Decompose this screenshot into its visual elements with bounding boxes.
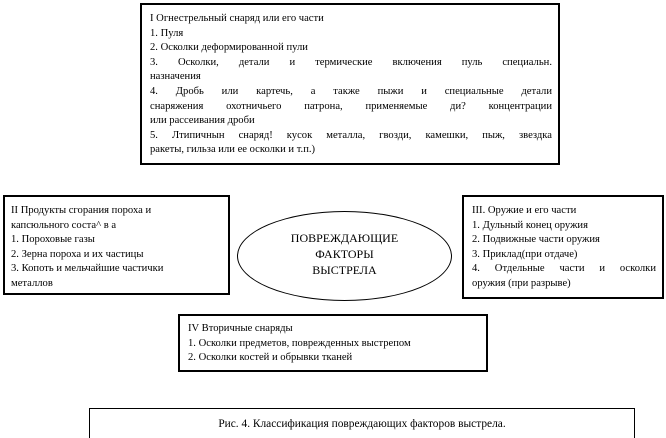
- box-projectile-title: I Огнестрельный снаряд или его части: [150, 13, 324, 24]
- box-weapon-item-2: 2. Подвижные части оружия: [472, 234, 600, 246]
- box-secondary-projectiles: [178, 314, 488, 372]
- figure-caption: [89, 408, 635, 438]
- box-combustion-item-1: 1. Пороховые газы: [11, 234, 95, 246]
- box-combustion-title-a: II Продукты сгорания пороха и: [11, 205, 152, 216]
- box-combustion-item-2: 2. Зерна пороха и их частицы: [11, 248, 144, 260]
- center-label-line-2: ФАКТОРЫ: [315, 247, 374, 261]
- box-weapon-item-4b: оружия (при разрыве): [472, 277, 571, 289]
- figure-caption-text: Рис. 4. Классификация повреждающих факторов выстрела.: [218, 418, 506, 430]
- box-weapon-item-1: 1. Дульный конец оружия: [472, 219, 588, 231]
- box-projectile-item-5a: 5. Лтипичнын снаряд! кусок металла, гвозди, камешки, пыж, звездка: [150, 129, 552, 141]
- box-secondary-item-1: 1. Осколки предметов, поврежденных выстрепом: [188, 337, 411, 349]
- box-combustion-item-3a: 3. Копоть и мельчайшие частички: [11, 263, 164, 275]
- box-projectile-item-4a: 4. Дробь или картечь, а также пыжи и специальные детали: [150, 85, 552, 97]
- box-combustion-products: [3, 195, 230, 295]
- center-label-line-3: ВЫСТРЕЛА: [312, 263, 377, 277]
- box-projectile-item-4c: или рассеивания дроби: [150, 115, 255, 127]
- box-projectile-item-3b: назначения: [150, 71, 201, 83]
- box-projectile-item-2: 2. Осколки деформированной пули: [150, 42, 308, 54]
- box-secondary-title: IV Вторичные снаряды: [188, 323, 293, 334]
- box-projectile-item-1: 1. Пуля: [150, 27, 184, 39]
- box-weapon-item-4a: 4. Отдельные части и осколки: [472, 263, 656, 275]
- box-combustion-item-3b: металлов: [11, 277, 53, 289]
- box-weapon-item-3: 3. Приклад(при отдаче): [472, 248, 578, 260]
- box-projectile: [140, 3, 560, 165]
- box-combustion-title-b: капсюльного соста^ в а: [11, 219, 117, 231]
- box-projectile-item-4b: снаряжения охотничьего патрона, применяемые ди? концентрации: [150, 100, 552, 112]
- box-weapon-title: III. Оружие и его части: [472, 205, 577, 216]
- box-secondary-item-2: 2. Осколки костей и обрывки тканей: [188, 352, 353, 364]
- box-projectile-item-5b: ракеты, гильза или ее осколки и т.п.): [150, 144, 316, 156]
- box-weapon-parts: [462, 195, 664, 299]
- center-ellipse: [237, 211, 452, 301]
- box-projectile-item-3a: 3. Осколки, детали и термические включения пуль специальн.: [150, 56, 552, 68]
- center-label-line-1: ПОВРЕЖДАЮЩИЕ: [290, 231, 399, 245]
